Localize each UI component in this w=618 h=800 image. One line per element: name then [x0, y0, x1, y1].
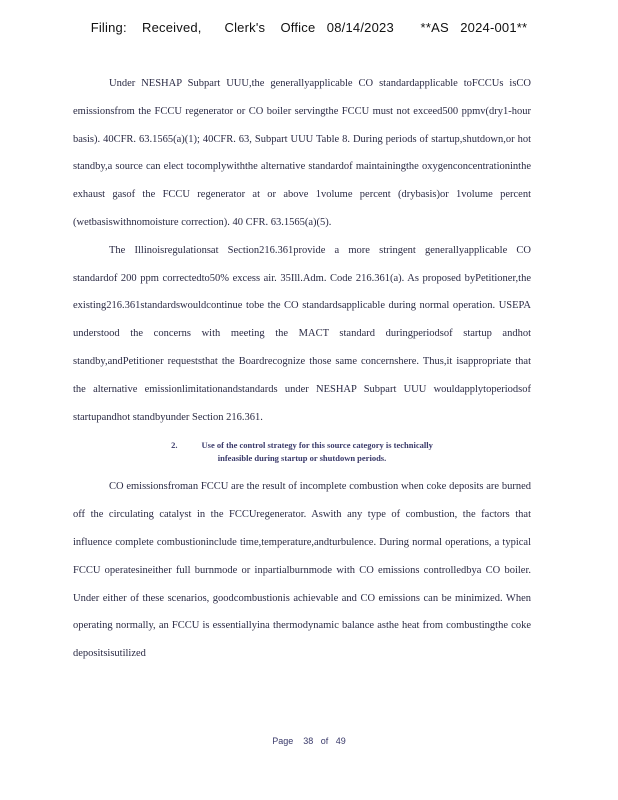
- document-body: [73, 70, 531, 668]
- paragraph-illinois-regulations: The Illinoisregulationsat Section216.361provide a more stringent generallyapplicable CO standardof 200 ppm correctedto50% excess air. 35Ill.Adm. Code 216.361(a). As proposed byPetitioner,the existing216.361standardswouldcontinue tobe the CO standardsapplicable during normal operation. USEPA understood the concerns with meeting the MACT standard duringperiodsof startup andhot standby,andPetitioner requeststhat the Boardrecognize those same concernshere. Thus,it isappropriate that the alternative emissionlimitationandstandards under NESHAP Subpart UUU wouldapplytoperiodsof startupandhot standbyunder Section 216.361.: [73, 244, 531, 423]
- section-heading: [73, 439, 531, 465]
- paragraph-neshap-standard: Under NESHAP Subpart UUU,the generallyapplicable CO standardapplicable toFCCUs isCO emissionsfrom the FCCU regenerator or CO boiler servingthe FCCU must not exceed500 ppmv(dry1-hour basis). 40CFR. 63.1565(a)(1); 40CFR. 63, Subpart UUU Table 8. During periods of startup,shutdown,or hot standby,a source can elect tocomplywiththe alternative standardof maintainingthe oxygenconcentrationinthe exhaust gasof the FCCU regenerator at or above 1volume percent (drybasis)or 1volume percent (wetbasiswithnomoisture correction). 40 CFR. 63.1565(a)(5).: [73, 78, 531, 228]
- heading-line-1: [73, 439, 531, 452]
- heading-line-2: infeasible during startup or shutdown periods.: [217, 453, 387, 464]
- page-number: Page 38 of 49: [272, 736, 346, 746]
- filing-header: Filing: Received, Clerk's Office 08/14/2023 **AS 2024-001**: [90, 20, 528, 35]
- heading-text-1: Use of the control strategy for this source category is technically: [201, 440, 433, 451]
- paragraph-co-emissions: CO emissionsfroman FCCU are the result of incomplete combustion when coke deposits are burned off the circulating catalyst in the FCCUregenerator. Aswith any type of combustion, the factors that influence complete combustioninclude time,temperature,andturbulence. During normal operations, a typical FCCU operatesineither full burnmode or inpartialburnmode with CO emissions controlledbya CO boiler. Under either of these scenarios, goodcombustionis achievable and CO emissions can be minimized. When operating normally, an FCCU is essentiallyina thermodynamic balance asthe heat from combustingthe coke depositsisutilized: [73, 481, 531, 660]
- heading-number: 2.: [171, 440, 178, 451]
